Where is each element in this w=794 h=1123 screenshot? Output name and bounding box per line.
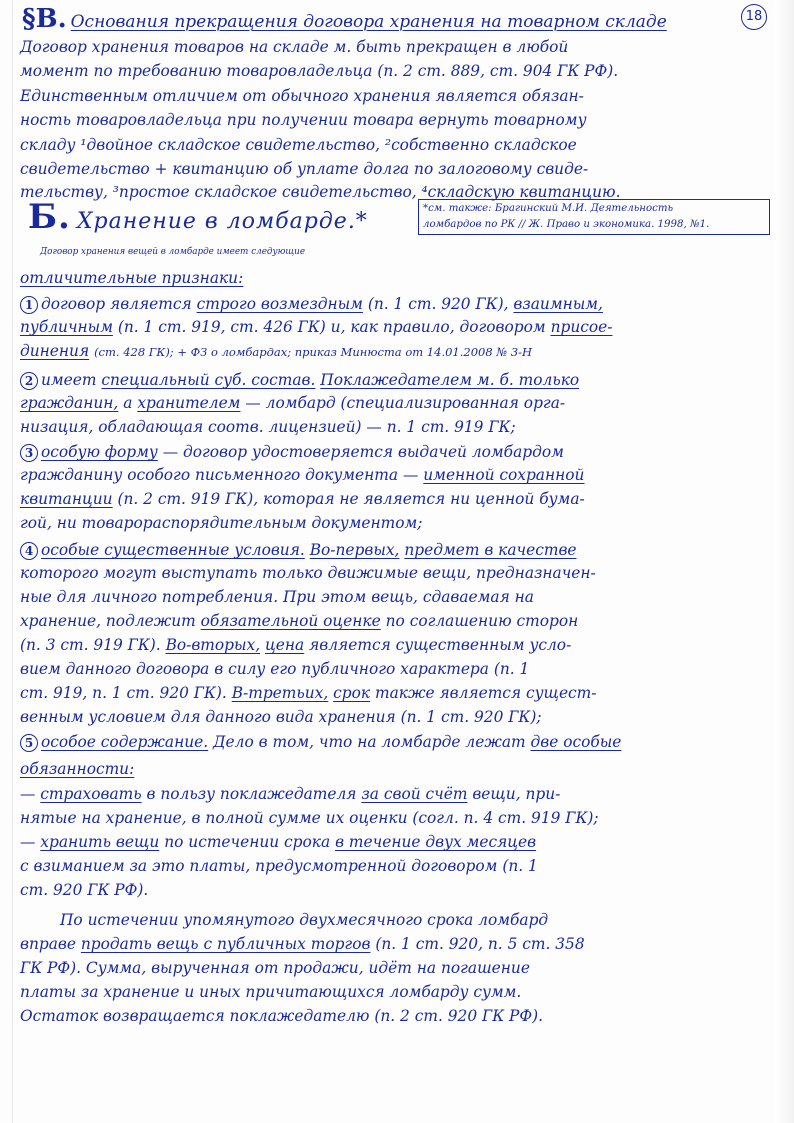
text: гражданину особого письменного документа — xyxy=(20,466,419,484)
term-term: срок xyxy=(333,684,371,702)
ending-line-1: По истечении упомянутого двухмесячного срока ломбард xyxy=(60,911,549,929)
section-a-line-6: свидетельство + квитанцию об уплате долга по залоговому свиде- xyxy=(20,160,589,178)
text: (п. 2 ст. 919 ГК), которая не является ни ценной бума- xyxy=(117,490,585,508)
feature-3-line-4: гой, ни товарораспорядительным документом; xyxy=(20,514,423,532)
citizen-term: гражданин, xyxy=(20,394,119,412)
feature-3-line-1 xyxy=(20,444,772,462)
feature-2-number: 2 xyxy=(20,372,38,390)
text: (п. 1 ст. 920 ГК), xyxy=(367,295,509,313)
dash: — xyxy=(20,833,36,851)
special-content-term: особое содержание. xyxy=(41,733,209,751)
text: хранение, подлежит xyxy=(20,612,196,630)
feature-5-line-1 xyxy=(20,734,772,752)
feature-4-line-6: вием данного договора в силу его публичного характера (п. 1 xyxy=(20,660,530,678)
strictly-paid-term: строго возмездным xyxy=(196,295,363,313)
two-duties-term: две особые xyxy=(530,733,622,751)
feature-3-number: 3 xyxy=(20,444,38,462)
text: ст. 919, п. 1 ст. 920 ГК). xyxy=(20,684,227,702)
named-receipt-term: именной сохранной xyxy=(423,466,585,484)
distinctive-features-label: отличительные признаки: xyxy=(20,269,244,287)
duty-2-line-1 xyxy=(20,835,772,850)
reference-note-line-2: ломбардов по РК // Ж. Право и экономика. 1998, №1. xyxy=(423,219,710,230)
text: а xyxy=(123,394,133,412)
public-term: публичным xyxy=(20,318,113,336)
duty-1-line-1 xyxy=(20,787,772,802)
feature-1-line-2 xyxy=(20,320,772,335)
special-subject-term: специальный суб. состав. xyxy=(101,371,316,389)
ending-line-2 xyxy=(20,937,772,952)
two-months-term: в течение двух месяцев xyxy=(335,833,537,851)
text: Дело в том, что на ломбарде лежат xyxy=(213,733,526,751)
text: в пользу поклажедателя xyxy=(146,785,357,803)
mutual-term: взаимным, xyxy=(513,295,603,313)
feature-1-line-1 xyxy=(20,296,772,314)
text: (ст. 428 ГК); + ФЗ о ломбардах; приказ Минюста от 14.01.2008 № 3-Н xyxy=(94,345,533,359)
secondly-term: Во-вторых, xyxy=(165,636,261,654)
duty-2-line-3: ст. 920 ГК РФ). xyxy=(20,881,149,899)
text: (п. 1 ст. 919, ст. 426 ГК) и, как правило, договором xyxy=(117,318,546,336)
section-a-heading xyxy=(22,6,667,32)
keeper-term: хранителем xyxy=(137,394,241,412)
text: также является сущест- xyxy=(375,684,597,702)
insure-term: страховать xyxy=(40,785,142,803)
feature-4-line-3: ные для личного потребления. При этом вещь, сдаваемая на xyxy=(20,588,534,606)
receipt-term: квитанции xyxy=(20,490,113,508)
section-a-title: Основания прекращения договора хранения на товарном складе xyxy=(70,12,667,32)
feature-2-line-1 xyxy=(20,372,772,390)
duties-term: обязанности: xyxy=(20,760,135,778)
section-a-line-1: Договор хранения товаров на складе м. быть прекращен в любой xyxy=(20,38,569,56)
feature-5-line-2 xyxy=(20,762,772,777)
section-b-mark: Б. xyxy=(28,197,71,237)
feature-1-line-3 xyxy=(20,344,772,359)
text: по истечении срока xyxy=(164,833,331,851)
duty-2-line-2: с взиманием за это платы, предусмотренной договором (п. 1 xyxy=(20,857,538,875)
reference-note xyxy=(418,199,770,235)
text: вещи, при- xyxy=(472,785,561,803)
feature-4-line-7 xyxy=(20,686,772,701)
page-number: 18 xyxy=(741,4,767,30)
section-a-mark: §В. xyxy=(22,4,67,34)
depositor-term: Поклажедателем м. б. только xyxy=(320,371,580,389)
body-line-1: Договор хранения вещей в ломбарде имеет следующие xyxy=(40,247,306,257)
feature-2-line-3: низация, обладающая соотв. лицензией) — п. 1 ст. 919 ГК; xyxy=(20,418,516,436)
feature-2-line-2 xyxy=(20,396,772,411)
page-edge-shadow xyxy=(774,0,794,1123)
feature-4-number: 4 xyxy=(20,542,38,560)
feature-4-line-8: венным условием для данного вида хранения (п. 1 ст. 920 ГК); xyxy=(20,708,542,726)
text: — договор удостоверяется выдачей ломбардом xyxy=(162,443,564,461)
section-a-line-3: Единственным отличием от обычного хранения является обязан- xyxy=(20,87,584,105)
body-line-2 xyxy=(20,271,772,286)
section-a-line-2: момент по требованию товаровладельца (п. 2 ст. 889, ст. 904 ГК РФ). xyxy=(20,62,619,80)
feature-5-number: 5 xyxy=(20,734,38,752)
feature-3-line-2 xyxy=(20,468,772,483)
accession-term: присое- xyxy=(550,318,613,336)
margin-line xyxy=(12,0,13,1123)
feature-3-line-3 xyxy=(20,492,772,507)
sell-at-auction-term: продать вещь с публичных торгов xyxy=(80,935,371,953)
feature-4-line-4 xyxy=(20,614,772,629)
text: имеет xyxy=(41,371,97,389)
text: — ломбард (специализированная орга- xyxy=(245,394,566,412)
keep-items-term: хранить вещи xyxy=(40,833,160,851)
firstly-term: Во-первых, xyxy=(309,541,400,559)
feature-1-number: 1 xyxy=(20,296,38,314)
ending-line-5: Остаток возвращается поклажедателю (п. 2 ст. 920 ГК РФ). xyxy=(20,1007,544,1025)
section-b-title: Хранение в ломбарде.* xyxy=(76,209,368,234)
thirdly-term: В-третьих, xyxy=(231,684,329,702)
section-b-heading xyxy=(28,197,368,237)
essential-terms-term: особые существенные условия. xyxy=(41,541,305,559)
subject-term: предмет в качестве xyxy=(404,541,577,559)
section-a-line-7: тельству, ³простое складское свидетельство, ⁴складскую квитанцию. xyxy=(20,183,621,201)
special-form-term: особую форму xyxy=(41,443,158,461)
dash: — xyxy=(20,785,36,803)
mandatory-valuation-term: обязательной оценке xyxy=(200,612,381,630)
text: договор является xyxy=(41,295,192,313)
price-term: цена xyxy=(265,636,305,654)
text: вправе xyxy=(20,935,76,953)
section-a-line-5: складу ¹двойное складское свидетельство, ²собственно складское xyxy=(20,136,577,154)
text: (п. 3 ст. 919 ГК). xyxy=(20,636,161,654)
reference-note-line-1: *см. также: Брагинский М.И. Деятельность xyxy=(423,203,674,214)
ending-line-4: платы за хранение и иных причитающихся ломбарду сумм. xyxy=(20,983,522,1001)
feature-4-line-2: которого могут выступать только движимые вещи, предназначен- xyxy=(20,564,596,582)
text: (п. 1 ст. 920, п. 5 ст. 358 xyxy=(375,935,585,953)
duty-1-line-2: нятые на хранение, в полной сумме их оценки (согл. п. 4 ст. 919 ГК); xyxy=(20,809,599,827)
ending-line-3: ГК РФ). Сумма, вырученная от продажи, идёт на погашение xyxy=(20,959,530,977)
text: является существенным усло- xyxy=(309,636,572,654)
own-expense-term: за свой счёт xyxy=(361,785,468,803)
section-a-line-4: ность товаровладельца при получении товара вернуть товарному xyxy=(20,111,587,129)
accession-term-cont: динения xyxy=(20,342,90,360)
text: по соглашению сторон xyxy=(385,612,579,630)
feature-4-line-5 xyxy=(20,638,772,653)
feature-4-line-1 xyxy=(20,542,772,560)
